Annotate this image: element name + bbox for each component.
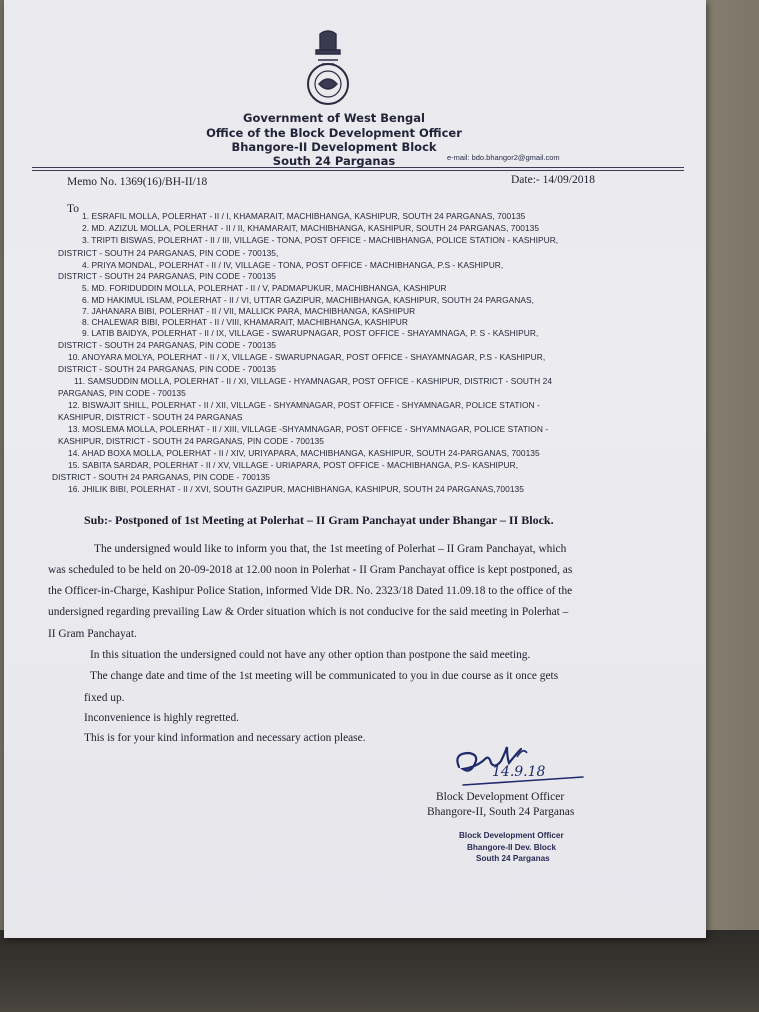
addressee-line: 8. CHALEWAR BIBI, POLERHAT - II / VIII, KHAMARAIT, MACHIBHANGA, KASHIPUR	[82, 317, 408, 327]
addressee-line: 6. MD HAKIMUL ISLAM, POLERHAT - II / VI, UTTAR GAZIPUR, MACHIBHANGA, KASHIPUR, SOUTH 24 PARGANAS,	[82, 295, 535, 305]
body-text-line: The change date and time of the 1st meeting will be communicated to you in due course as it once gets	[90, 670, 559, 682]
addressee-line: KASHIPUR, DISTRICT - SOUTH 24 PARGANAS, PIN CODE - 700135	[58, 436, 324, 446]
signature-date: 14.9.18	[492, 764, 546, 780]
body-text-line: Inconvenience is highly regretted.	[84, 712, 239, 724]
addressee-line: 13. MOSLEMA MOLLA, POLERHAT - II / XIII, VILLAGE -SHYAMNAGAR, POST OFFICE - SHYAMNAGAR, POLICE STATION -	[68, 424, 549, 434]
body-text-line: undersigned regarding prevailing Law & Order situation which is not conducive for the said meeting in Polerhat –	[48, 606, 569, 618]
email-address: e-mail: bdo.bhangor2@gmail.com	[447, 153, 560, 162]
body-text-line: In this situation the undersigned could not have any other option than postpone the said meeting.	[90, 649, 531, 661]
addressee-line: DISTRICT - SOUTH 24 PARGANAS, PIN CODE - 700135,	[58, 248, 279, 258]
addressee-line: 16. JHILIK BIBI, POLERHAT - II / XVI, SOUTH GAZIPUR, MACHIBHANGA, KASHIPUR, SOUTH 24 PARGANAS,700135	[68, 484, 524, 494]
addressee-line: DISTRICT - SOUTH 24 PARGANAS, PIN CODE - 700135	[58, 364, 276, 374]
body-text-line: fixed up.	[84, 692, 125, 704]
addressee-line: 12. BISWAJIT SHILL, POLERHAT - II / XII, VILLAGE - SHYAMNAGAR, POST OFFICE - SHYAMNAGAR, POLICE STATION -	[68, 400, 540, 410]
body-text-line: This is for your kind information and necessary action please.	[84, 732, 366, 744]
body-text-line: was scheduled to be held on 20-09-2018 at 12.00 noon in Polerhat - II Gram Panchayat office is kept postponed, as	[48, 564, 573, 576]
header-divider-secondary	[32, 170, 684, 171]
office-stamp-line: Block Development Officer	[459, 831, 564, 840]
body-text-line: The undersigned would like to inform you that, the 1st meeting of Polerhat – II Gram Panchayat, which	[94, 543, 567, 555]
header-divider	[32, 167, 684, 168]
office-stamp-line: South 24 Parganas	[476, 854, 550, 863]
handwritten-signature	[449, 737, 599, 789]
addressee-line: 3. TRIPTI BISWAS, POLERHAT - II / III, VILLAGE - TONA, POST OFFICE - MACHIBHANGA, POLICE STATION - KASHIPUR,	[82, 235, 559, 245]
government-title: Government of West Bengal	[243, 111, 425, 125]
memo-date: Date:- 14/09/2018	[511, 174, 595, 186]
addressee-line: 2. MD. AZIZUL MOLLA, POLERHAT - II / II, KHAMARAIT, MACHIBHANGA, KASHIPUR, SOUTH 24 PARGANAS, 700135	[82, 223, 540, 233]
addressee-line: 5. MD. FORIDUDDIN MOLLA, POLERHAT - II / V, PADMAPUKUR, MACHIBHANGA, KASHIPUR	[82, 283, 447, 293]
addressee-line: 1. ESRAFIL MOLLA, POLERHAT - II / I, KHAMARAIT, MACHIBHANGA, KASHIPUR, SOUTH 24 PARGANAS, 700135	[82, 211, 526, 221]
memo-number: Memo No. 1369(16)/BH-II/18	[67, 176, 208, 188]
addressee-line: 4. PRIYA MONDAL, POLERHAT - II / IV, VILLAGE - TONA, POST OFFICE - MACHIBHANGA, P.S - KASHIPUR,	[82, 260, 504, 270]
to-label: To	[67, 203, 79, 215]
body-text-line: the Officer-in-Charge, Kashipur Police Station, informed Vide DR. No. 2323/18 Dated 11.09.18 to the office of the	[48, 585, 573, 597]
addressee-line: 15. SABITA SARDAR, POLERHAT - II / XV, VILLAGE - URIAPARA, POST OFFICE - MACHIBHANGA, P.S- KASHIPUR,	[68, 460, 519, 470]
addressee-line: PARGANAS, PIN CODE - 700135	[58, 388, 186, 398]
block-title: Bhangore-II Development Block	[231, 140, 437, 154]
background-floor	[0, 930, 759, 1012]
subject-line: Sub:- Postponed of 1st Meeting at Polerhat – II Gram Panchayat under Bhangar – II Block.	[84, 513, 554, 527]
body-text-line: II Gram Panchayat.	[48, 628, 137, 640]
addressee-line: KASHIPUR, DISTRICT - SOUTH 24 PARGANAS	[58, 412, 243, 422]
addressee-line: 7. JAHANARA BIBI, POLERHAT - II / VII, MALLICK PARA, MACHIBHANGA, KASHIPUR	[82, 306, 416, 316]
district-title: South 24 Parganas	[272, 154, 396, 168]
addressee-line: DISTRICT - SOUTH 24 PARGANAS, PIN CODE - 700135	[58, 340, 276, 350]
addressee-line: 14. AHAD BOXA MOLLA, POLERHAT - II / XIV, URIYAPARA, MACHIBHANGA, KASHIPUR, SOUTH 24-PARGANAS, 700135	[68, 448, 540, 458]
signatory-place: Bhangore-II, South 24 Parganas	[427, 806, 575, 818]
addressee-line: 9. LATIB BAIDYA, POLERHAT - II / IX, VILLAGE - SWARUPNAGAR, POST OFFICE - SHAYAMNAGA, P. S - KASHIPUR,	[82, 328, 539, 338]
addressee-line: 11. SAMSUDDIN MOLLA, POLERHAT - II / XI, VILLAGE - HYAMNAGAR, POST OFFICE - KASHIPUR, DISTRICT - SOUTH 24	[74, 376, 553, 386]
addressee-line: DISTRICT - SOUTH 24 PARGANAS, PIN CODE - 700135	[58, 271, 276, 281]
signatory-designation: Block Development Officer	[436, 791, 565, 803]
letter-page	[4, 0, 706, 938]
addressee-line: 10. ANOYARA MOLYA, POLERHAT - II / X, VILLAGE - SWARUPNAGAR, POST OFFICE - SHAYAMNAGAR, P.S - KASHIPUR,	[68, 352, 546, 362]
office-title: Office of the Block Development Officer	[206, 126, 462, 140]
state-emblem-icon	[302, 28, 354, 112]
addressee-line: DISTRICT - SOUTH 24 PARGANAS, PIN CODE - 700135	[52, 472, 270, 482]
office-stamp-line: Bhangore-II Dev. Block	[467, 843, 557, 852]
